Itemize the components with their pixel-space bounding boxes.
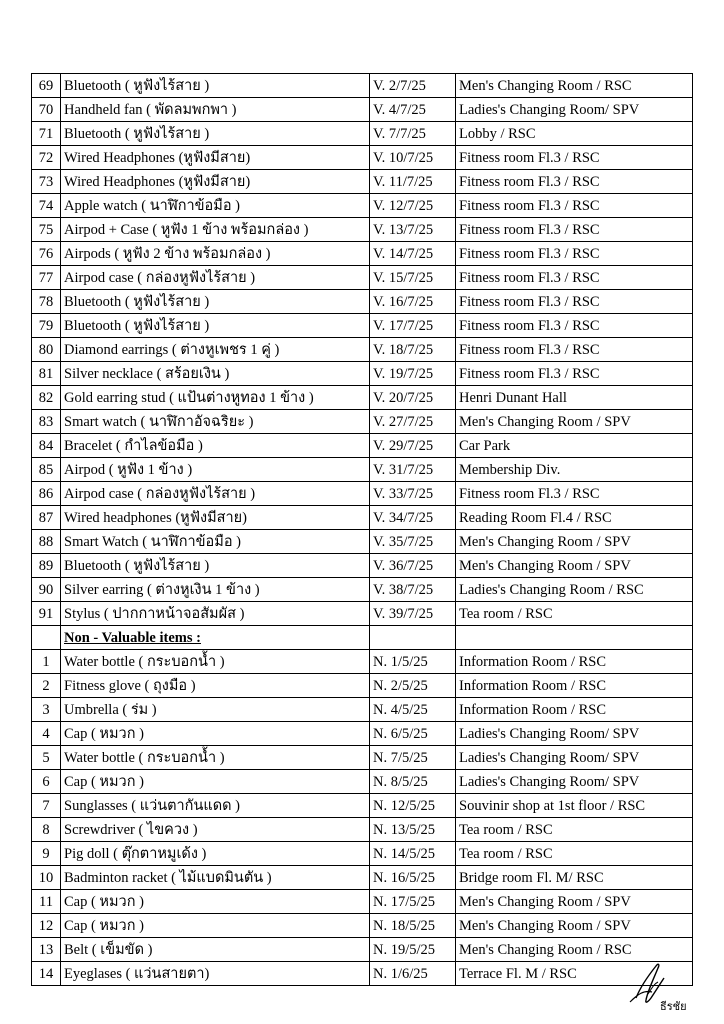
item-description: Cap ( หมวก ) bbox=[61, 890, 370, 914]
table-row bbox=[32, 530, 693, 554]
item-number: 73 bbox=[32, 170, 61, 194]
item-location: Ladies's Changing Room/ SPV bbox=[456, 770, 693, 794]
item-description: Water bottle ( กระบอกน้ำ ) bbox=[61, 746, 370, 770]
table-row bbox=[32, 218, 693, 242]
item-description: Airpods ( หูฟัง 2 ข้าง พร้อมกล่อง ) bbox=[61, 242, 370, 266]
item-number: 89 bbox=[32, 554, 61, 578]
table-row bbox=[32, 770, 693, 794]
item-number: 13 bbox=[32, 938, 61, 962]
item-code: N. 19/5/25 bbox=[370, 938, 456, 962]
table-row bbox=[32, 818, 693, 842]
section-header-row bbox=[32, 626, 693, 650]
item-number: 8 bbox=[32, 818, 61, 842]
table-row bbox=[32, 290, 693, 314]
table-row bbox=[32, 482, 693, 506]
item-location: Ladies's Changing Room/ SPV bbox=[456, 746, 693, 770]
section-title: Non - Valuable items : bbox=[61, 626, 370, 650]
item-number: 69 bbox=[32, 74, 61, 98]
item-code: V. 12/7/25 bbox=[370, 194, 456, 218]
table-row bbox=[32, 98, 693, 122]
item-location: Tea room / RSC bbox=[456, 818, 693, 842]
table-row bbox=[32, 362, 693, 386]
item-location: Terrace Fl. M / RSC bbox=[456, 962, 693, 986]
item-location: Fitness room Fl.3 / RSC bbox=[456, 290, 693, 314]
table-row bbox=[32, 890, 693, 914]
table-row bbox=[32, 602, 693, 626]
item-description: Wired headphones (หูฟังมีสาย) bbox=[61, 506, 370, 530]
table-row bbox=[32, 410, 693, 434]
item-location: Information Room / RSC bbox=[456, 674, 693, 698]
table-row bbox=[32, 74, 693, 98]
item-code: V. 4/7/25 bbox=[370, 98, 456, 122]
item-code: V. 14/7/25 bbox=[370, 242, 456, 266]
item-number: 10 bbox=[32, 866, 61, 890]
item-number: 2 bbox=[32, 674, 61, 698]
item-location: Lobby / RSC bbox=[456, 122, 693, 146]
item-description: Diamond earrings ( ต่างหูเพชร 1 คู่ ) bbox=[61, 338, 370, 362]
item-description: Bluetooth ( หูฟังไร้สาย ) bbox=[61, 290, 370, 314]
item-description: Bluetooth ( หูฟังไร้สาย ) bbox=[61, 314, 370, 338]
item-description: Handheld fan ( พัดลมพกพา ) bbox=[61, 98, 370, 122]
item-description: Water bottle ( กระบอกน้ำ ) bbox=[61, 650, 370, 674]
empty-cell bbox=[32, 626, 61, 650]
item-location: Souvinir shop at 1st floor / RSC bbox=[456, 794, 693, 818]
item-description: Bluetooth ( หูฟังไร้สาย ) bbox=[61, 554, 370, 578]
item-description: Airpod case ( กล่องหูฟังไร้สาย ) bbox=[61, 482, 370, 506]
lost-items-table bbox=[31, 73, 693, 986]
item-number: 5 bbox=[32, 746, 61, 770]
item-number: 4 bbox=[32, 722, 61, 746]
item-number: 14 bbox=[32, 962, 61, 986]
item-number: 81 bbox=[32, 362, 61, 386]
item-number: 87 bbox=[32, 506, 61, 530]
item-code: N. 2/5/25 bbox=[370, 674, 456, 698]
item-description: Wired Headphones (หูฟังมีสาย) bbox=[61, 170, 370, 194]
item-location: Men's Changing Room / RSC bbox=[456, 74, 693, 98]
table-row bbox=[32, 122, 693, 146]
item-location: Ladies's Changing Room/ SPV bbox=[456, 98, 693, 122]
item-number: 82 bbox=[32, 386, 61, 410]
item-number: 6 bbox=[32, 770, 61, 794]
item-number: 85 bbox=[32, 458, 61, 482]
item-code: N. 12/5/25 bbox=[370, 794, 456, 818]
item-code: V. 16/7/25 bbox=[370, 290, 456, 314]
item-description: Airpod + Case ( หูฟัง 1 ข้าง พร้อมกล่อง ) bbox=[61, 218, 370, 242]
item-number: 3 bbox=[32, 698, 61, 722]
item-location: Fitness room Fl.3 / RSC bbox=[456, 242, 693, 266]
item-description: Badminton racket ( ไม้แบดมินตัน ) bbox=[61, 866, 370, 890]
item-location: Fitness room Fl.3 / RSC bbox=[456, 218, 693, 242]
table-row bbox=[32, 458, 693, 482]
item-location: Men's Changing Room / SPV bbox=[456, 410, 693, 434]
item-code: V. 29/7/25 bbox=[370, 434, 456, 458]
table-row bbox=[32, 962, 693, 986]
table-row bbox=[32, 722, 693, 746]
item-description: Bracelet ( กำไลข้อมือ ) bbox=[61, 434, 370, 458]
item-description: Cap ( หมวก ) bbox=[61, 770, 370, 794]
item-number: 83 bbox=[32, 410, 61, 434]
item-location: Fitness room Fl.3 / RSC bbox=[456, 482, 693, 506]
item-code: N. 6/5/25 bbox=[370, 722, 456, 746]
item-code: V. 7/7/25 bbox=[370, 122, 456, 146]
item-description: Silver necklace ( สร้อยเงิน ) bbox=[61, 362, 370, 386]
item-description: Eyeglases ( แว่นสายตา) bbox=[61, 962, 370, 986]
item-code: V. 11/7/25 bbox=[370, 170, 456, 194]
table-row bbox=[32, 338, 693, 362]
item-description: Fitness glove ( ถุงมือ ) bbox=[61, 674, 370, 698]
item-number: 84 bbox=[32, 434, 61, 458]
item-description: Airpod ( หูฟัง 1 ข้าง ) bbox=[61, 458, 370, 482]
item-code: N. 13/5/25 bbox=[370, 818, 456, 842]
item-number: 90 bbox=[32, 578, 61, 602]
table-row bbox=[32, 266, 693, 290]
table-row bbox=[32, 938, 693, 962]
empty-cell bbox=[456, 626, 693, 650]
table-row bbox=[32, 650, 693, 674]
item-description: Apple watch ( นาฬิกาข้อมือ ) bbox=[61, 194, 370, 218]
item-location: Bridge room Fl. M/ RSC bbox=[456, 866, 693, 890]
item-description: Cap ( หมวก ) bbox=[61, 722, 370, 746]
item-code: N. 1/5/25 bbox=[370, 650, 456, 674]
item-number: 72 bbox=[32, 146, 61, 170]
item-description: Airpod case ( กล่องหูฟังไร้สาย ) bbox=[61, 266, 370, 290]
table-row bbox=[32, 434, 693, 458]
item-number: 12 bbox=[32, 914, 61, 938]
table-row bbox=[32, 554, 693, 578]
item-code: V. 17/7/25 bbox=[370, 314, 456, 338]
item-description: Wired Headphones (หูฟังมีสาย) bbox=[61, 146, 370, 170]
table-row bbox=[32, 146, 693, 170]
item-number: 79 bbox=[32, 314, 61, 338]
item-number: 88 bbox=[32, 530, 61, 554]
item-code: N. 18/5/25 bbox=[370, 914, 456, 938]
item-location: Men's Changing Room / SPV bbox=[456, 890, 693, 914]
item-location: Henri Dunant Hall bbox=[456, 386, 693, 410]
item-location: Fitness room Fl.3 / RSC bbox=[456, 266, 693, 290]
signature-text: ธีรชัย bbox=[660, 1000, 687, 1013]
item-location: Men's Changing Room / SPV bbox=[456, 914, 693, 938]
item-description: Stylus ( ปากกาหน้าจอสัมผัส ) bbox=[61, 602, 370, 626]
item-number: 75 bbox=[32, 218, 61, 242]
item-location: Fitness room Fl.3 / RSC bbox=[456, 338, 693, 362]
item-location: Fitness room Fl.3 / RSC bbox=[456, 362, 693, 386]
item-code: V. 33/7/25 bbox=[370, 482, 456, 506]
item-location: Tea room / RSC bbox=[456, 842, 693, 866]
item-location: Tea room / RSC bbox=[456, 602, 693, 626]
item-number: 9 bbox=[32, 842, 61, 866]
item-location: Membership Div. bbox=[456, 458, 693, 482]
table-row bbox=[32, 386, 693, 410]
table-row bbox=[32, 866, 693, 890]
table-row bbox=[32, 794, 693, 818]
empty-cell bbox=[370, 626, 456, 650]
item-code: N. 16/5/25 bbox=[370, 866, 456, 890]
item-code: V. 34/7/25 bbox=[370, 506, 456, 530]
item-code: N. 7/5/25 bbox=[370, 746, 456, 770]
item-description: Sunglasses ( แว่นตากันแดด ) bbox=[61, 794, 370, 818]
item-location: Information Room / RSC bbox=[456, 698, 693, 722]
item-number: 80 bbox=[32, 338, 61, 362]
item-location: Fitness room Fl.3 / RSC bbox=[456, 146, 693, 170]
item-description: Umbrella ( ร่ม ) bbox=[61, 698, 370, 722]
item-number: 91 bbox=[32, 602, 61, 626]
item-code: V. 19/7/25 bbox=[370, 362, 456, 386]
item-location: Ladies's Changing Room/ SPV bbox=[456, 722, 693, 746]
item-code: V. 20/7/25 bbox=[370, 386, 456, 410]
item-location: Information Room / RSC bbox=[456, 650, 693, 674]
item-code: V. 13/7/25 bbox=[370, 218, 456, 242]
item-code: N. 4/5/25 bbox=[370, 698, 456, 722]
item-code: V. 2/7/25 bbox=[370, 74, 456, 98]
item-description: Belt ( เข็มขัด ) bbox=[61, 938, 370, 962]
item-location: Ladies's Changing Room / RSC bbox=[456, 578, 693, 602]
item-description: Bluetooth ( หูฟังไร้สาย ) bbox=[61, 122, 370, 146]
item-location: Fitness room Fl.3 / RSC bbox=[456, 194, 693, 218]
item-code: V. 15/7/25 bbox=[370, 266, 456, 290]
table-row bbox=[32, 314, 693, 338]
item-code: N. 17/5/25 bbox=[370, 890, 456, 914]
table-row bbox=[32, 674, 693, 698]
table-row bbox=[32, 578, 693, 602]
item-number: 74 bbox=[32, 194, 61, 218]
item-number: 70 bbox=[32, 98, 61, 122]
item-location: Men's Changing Room / RSC bbox=[456, 938, 693, 962]
item-number: 11 bbox=[32, 890, 61, 914]
item-description: Bluetooth ( หูฟังไร้สาย ) bbox=[61, 74, 370, 98]
item-description: Smart watch ( นาฬิกาอัจฉริยะ ) bbox=[61, 410, 370, 434]
item-number: 77 bbox=[32, 266, 61, 290]
item-code: V. 10/7/25 bbox=[370, 146, 456, 170]
item-number: 1 bbox=[32, 650, 61, 674]
item-code: N. 1/6/25 bbox=[370, 962, 456, 986]
table-row bbox=[32, 194, 693, 218]
item-code: V. 38/7/25 bbox=[370, 578, 456, 602]
table-row bbox=[32, 842, 693, 866]
item-description: Screwdriver ( ไขควง ) bbox=[61, 818, 370, 842]
item-number: 86 bbox=[32, 482, 61, 506]
item-code: V. 18/7/25 bbox=[370, 338, 456, 362]
item-code: V. 35/7/25 bbox=[370, 530, 456, 554]
item-description: Gold earring stud ( แป้นต่างหูทอง 1 ข้าง ) bbox=[61, 386, 370, 410]
table-row bbox=[32, 914, 693, 938]
item-code: V. 39/7/25 bbox=[370, 602, 456, 626]
table-row bbox=[32, 506, 693, 530]
item-location: Men's Changing Room / SPV bbox=[456, 554, 693, 578]
table-row bbox=[32, 698, 693, 722]
item-description: Cap ( หมวก ) bbox=[61, 914, 370, 938]
table-row bbox=[32, 746, 693, 770]
item-location: Men's Changing Room / SPV bbox=[456, 530, 693, 554]
item-description: Pig doll ( ตุ๊กตาหมูเด้ง ) bbox=[61, 842, 370, 866]
table-row bbox=[32, 242, 693, 266]
item-location: Fitness room Fl.3 / RSC bbox=[456, 170, 693, 194]
item-number: 7 bbox=[32, 794, 61, 818]
item-description: Silver earring ( ต่างหูเงิน 1 ข้าง ) bbox=[61, 578, 370, 602]
item-code: V. 31/7/25 bbox=[370, 458, 456, 482]
item-number: 76 bbox=[32, 242, 61, 266]
item-location: Reading Room Fl.4 / RSC bbox=[456, 506, 693, 530]
item-number: 78 bbox=[32, 290, 61, 314]
item-code: N. 14/5/25 bbox=[370, 842, 456, 866]
item-number: 71 bbox=[32, 122, 61, 146]
item-code: V. 36/7/25 bbox=[370, 554, 456, 578]
table-row bbox=[32, 170, 693, 194]
item-code: N. 8/5/25 bbox=[370, 770, 456, 794]
item-location: Car Park bbox=[456, 434, 693, 458]
item-code: V. 27/7/25 bbox=[370, 410, 456, 434]
item-location: Fitness room Fl.3 / RSC bbox=[456, 314, 693, 338]
item-description: Smart Watch ( นาฬิกาข้อมือ ) bbox=[61, 530, 370, 554]
